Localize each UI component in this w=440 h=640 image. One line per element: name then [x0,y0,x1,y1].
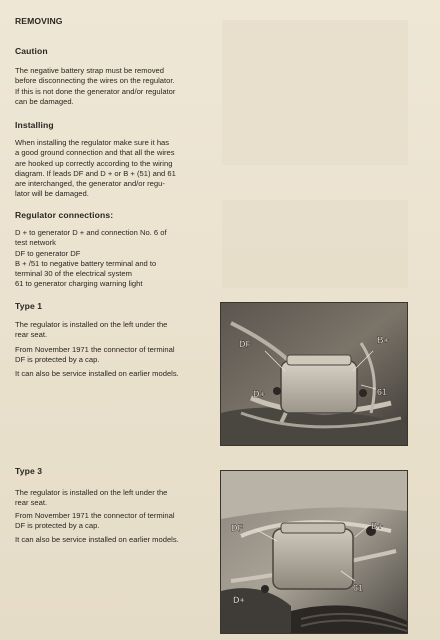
connections-paragraph [15,228,207,290]
type1-paragraph-1 [15,320,207,341]
connections-line: test network [15,238,56,248]
show-through-top [222,20,408,165]
type3-label-dplus: D+ [233,595,245,605]
type1-line: DF is protected by a cap. [15,355,100,365]
caution-heading: Caution [15,46,48,56]
type1-photo-drawing [221,303,407,445]
installing-line: are hooked up correctly according to the wiring [15,158,173,168]
type1-label-dplus: D+ [253,389,265,399]
type3-label-df: DF [231,523,243,533]
type3-paragraph-2 [15,511,207,532]
caution-paragraph [15,66,207,107]
type1-paragraph-2 [15,345,207,366]
type1-label-61: 61 [377,387,388,397]
type3-line: DF is protected by a cap. [15,521,100,531]
connections-line: 61 to generator charging warning light [15,279,143,289]
type3-label-bplus: B+ [371,521,383,531]
connections-line: B + /51 to negative battery terminal and to [15,258,157,268]
type1-line: From November 1971 the connector of terminal [15,345,175,354]
caution-line: If this is not done the generator and/or regulator [15,86,176,96]
type1-paragraph-3 [15,369,207,379]
type3-photo-drawing [221,471,407,633]
installing-line: diagram. If leads DF and D + or B + (51) and 61 [15,168,176,178]
type1-line: rear seat. [15,330,48,340]
installing-line: are interchanged, the generator and/or regu- [15,179,165,189]
installing-heading: Installing [15,120,54,130]
installing-line: lator will be damaged. [15,189,89,199]
type1-label-df: DF [239,339,251,349]
type1-line: The regulator is installed on the left under the [15,320,168,329]
installing-paragraph [15,138,207,200]
type1-line: It can also be service installed on earlier models. [15,369,179,378]
show-through-mid [222,200,408,288]
caution-line: The negative battery strap must be removed [15,66,164,75]
removing-heading: REMOVING [15,16,63,26]
type3-regulator-photo [220,470,408,634]
caution-line: can be damaged. [15,96,74,106]
caution-line: before disconnecting the wires on the regulator. [15,76,175,86]
type1-label-bplus: B+ [377,335,389,345]
type3-line: rear seat. [15,498,48,508]
type1-heading: Type 1 [15,301,43,311]
installing-line: a good ground connection and that all the wires [15,148,175,158]
type3-line: The regulator is installed on the left under the [15,488,168,497]
type3-heading: Type 3 [15,466,43,476]
connections-line: D + to generator D + and connection No. 6 of [15,228,167,237]
type3-label-61: 61 [353,583,364,593]
connections-line: DF to generator DF [15,248,81,258]
connections-line: terminal 30 of the electrical system [15,269,132,279]
installing-line: When installing the regulator make sure it has [15,138,170,147]
type3-paragraph-1 [15,488,207,509]
type3-paragraph-3 [15,535,207,545]
type3-line: It can also be service installed on earlier models. [15,535,179,544]
type3-line: From November 1971 the connector of terminal [15,511,175,520]
type1-regulator-photo [220,302,408,446]
connections-heading: Regulator connections: [15,210,114,220]
